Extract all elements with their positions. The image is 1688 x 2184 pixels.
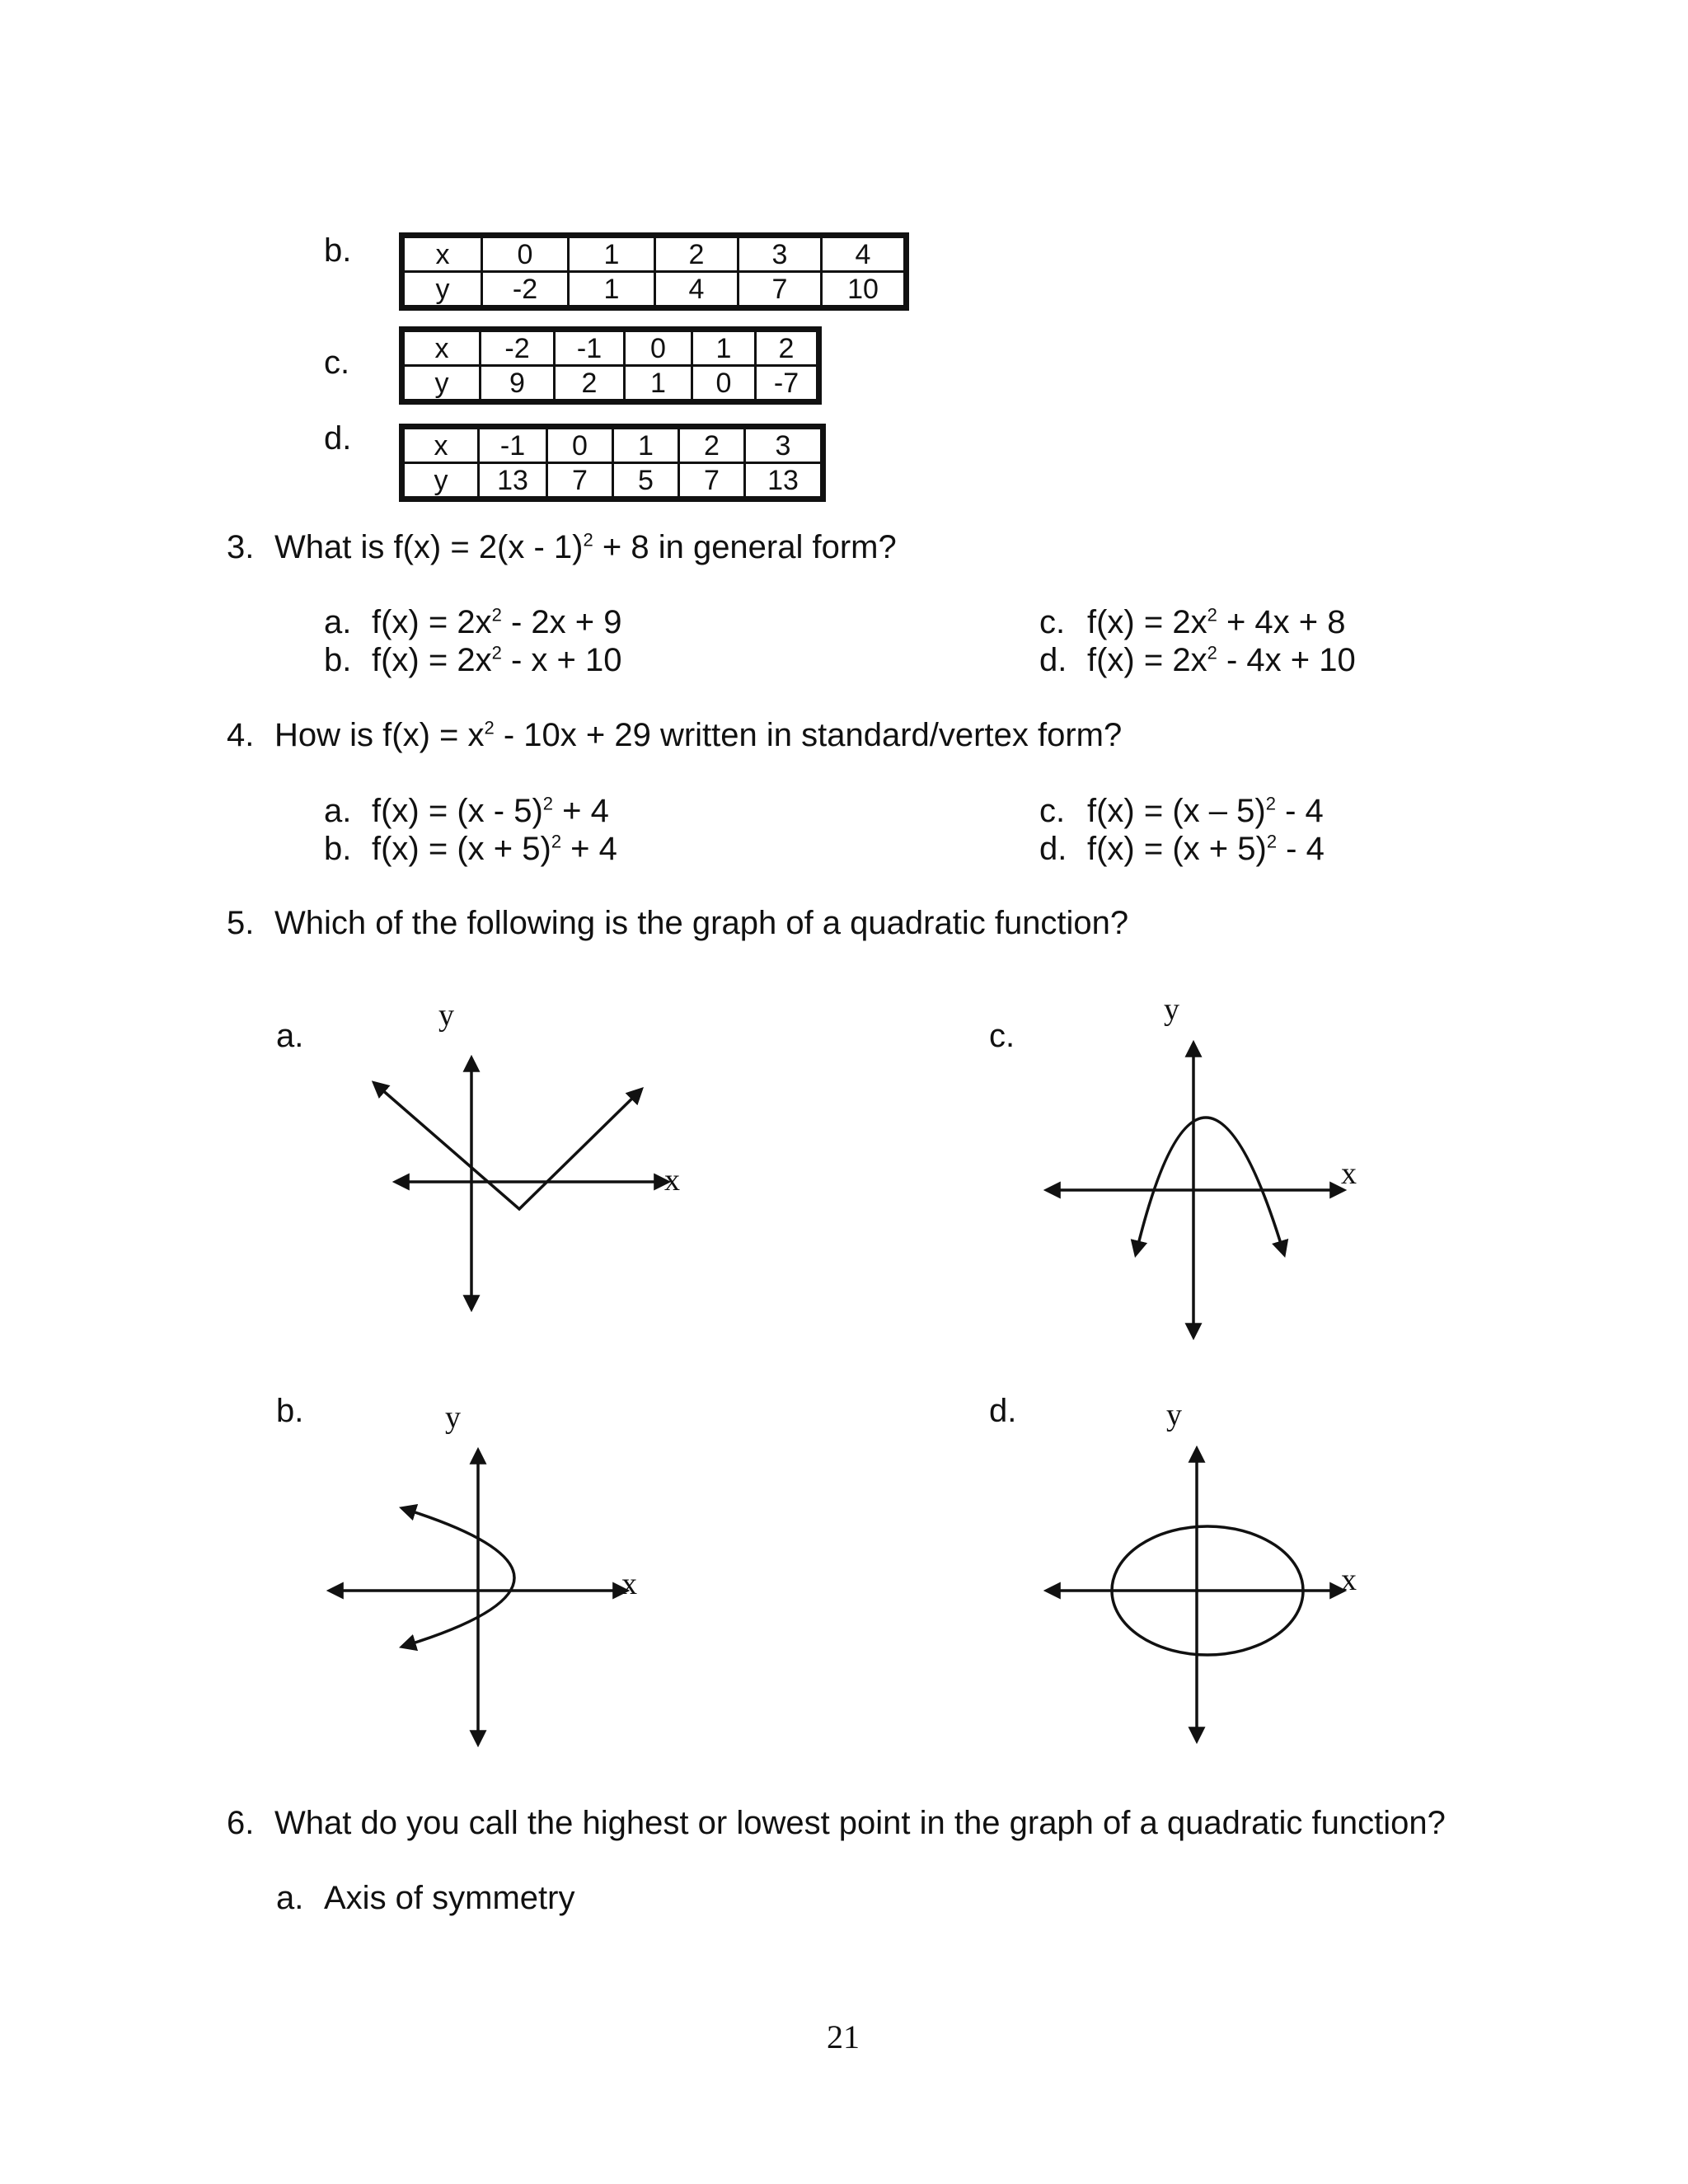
option-text: f(x) = 2x [372,642,492,678]
graph-label-b: b. [276,1393,304,1429]
option-letter: a. [324,793,352,829]
option-text: f(x) = 2x [1087,642,1207,678]
parabola-curve [402,1508,514,1647]
table-cell: 4 [822,237,905,272]
table-option-label-b: b. [324,232,352,269]
axis-label-x: x [1341,1156,1357,1191]
table-cell: 2 [679,429,745,463]
table-cell: 7 [738,272,822,307]
table-cell: 1 [625,366,692,401]
question-number: 4. [227,717,255,753]
question-4 [227,717,1122,754]
table-cell: 9 [481,366,555,401]
option-text: Axis of symmetry [324,1880,575,1916]
table-cell: -2 [481,331,555,366]
table-cell: 13 [745,463,822,498]
table-cell: y [404,366,481,401]
table-cell: 5 [613,463,679,498]
option-letter: b. [324,642,352,678]
q4-option-b [324,831,617,868]
option-text: - 4x + 10 [1217,642,1356,678]
xy-table-c [399,326,822,405]
table-cell: -7 [756,366,818,401]
option-letter: a. [276,1880,304,1916]
table-cell: 10 [822,272,905,307]
table-cell: 1 [613,429,679,463]
q3-option-a [324,604,621,641]
graph-c-quadratic-parabola [1039,1038,1368,1343]
question-6 [227,1805,1446,1842]
axis-label-x: x [664,1163,680,1197]
table-cell: 0 [547,429,613,463]
graph-label-a: a. [276,1018,304,1054]
table-cell: -1 [479,429,547,463]
graph-label-d: d. [989,1393,1017,1429]
table-cell: 1 [569,237,655,272]
table-row-x [404,429,822,463]
table-cell: 3 [745,429,822,463]
option-text: f(x) = (x - 5) [372,793,543,829]
table-cell: 1 [569,272,655,307]
table-row-x [404,237,905,272]
table-cell: 2 [655,237,738,272]
page-number: 21 [827,2018,860,2055]
exponent: 2 [484,717,495,738]
exponent: 2 [491,604,502,626]
table-cell: 0 [692,366,756,401]
table-cell: x [404,237,482,272]
option-text: f(x) = (x + 5) [372,831,551,867]
option-text: - 4 [1277,831,1325,867]
axis-label-y: y [438,998,454,1033]
question-stem-part: - 10x + 29 written in standard/vertex form? [494,717,1123,753]
table-cell: 7 [679,463,745,498]
option-text: f(x) = (x + 5) [1087,831,1267,867]
option-text: + 4 [561,831,617,867]
option-text: - 4 [1275,793,1324,829]
option-letter: b. [324,831,352,867]
exponent: 2 [542,793,554,814]
graph-label-c: c. [989,1018,1015,1054]
question-stem-part: What is f(x) = 2(x - 1) [274,529,584,565]
question-stem-part: How is f(x) = x [274,717,485,753]
table-cell: -2 [482,272,569,307]
exponent: 2 [491,642,502,663]
q3-option-d [1039,642,1356,679]
table-cell: y [404,463,479,498]
question-number: 5. [227,905,255,941]
axis-label-y: y [1164,992,1179,1027]
option-letter: d. [1039,642,1067,678]
table-cell: 7 [547,463,613,498]
table-row-y [404,366,818,401]
exponent: 2 [1266,831,1278,852]
q4-option-a [324,793,609,830]
table-row-x [404,331,818,366]
table-cell: 0 [625,331,692,366]
table-cell: x [404,429,479,463]
option-text: f(x) = 2x [372,604,492,640]
option-text: - x + 10 [501,642,622,678]
table-row-y [404,272,905,307]
option-text: f(x) = (x – 5) [1087,793,1266,829]
q4-option-c [1039,793,1324,830]
table-cell: 1 [692,331,756,366]
option-text: + 4 [553,793,609,829]
axis-label-y: y [445,1400,461,1435]
table-cell: 0 [482,237,569,272]
graph-b-sideways-parabola [321,1442,643,1755]
option-letter: a. [324,604,352,640]
exponent: 2 [1207,642,1217,663]
table-cell: y [404,272,482,307]
table-row-y [404,463,822,498]
exponent: 2 [583,529,593,551]
exponent: 2 [1265,793,1276,814]
option-text: - 2x + 9 [501,604,622,640]
question-number: 3. [227,529,255,565]
table-cell: 13 [479,463,547,498]
q4-option-d [1039,831,1325,868]
axis-label-x: x [621,1567,637,1601]
table-cell: 2 [756,331,818,366]
xy-table-b [399,232,909,311]
xy-table-d [399,424,826,502]
question-5 [227,905,1128,942]
table-cell: 3 [738,237,822,272]
v-curve [374,1083,641,1209]
question-stem: What do you call the highest or lowest point in the graph of a quadratic function? [274,1805,1446,1841]
question-stem: Which of the following is the graph of a quadratic function? [274,905,1129,941]
axis-label-y: y [1166,1398,1182,1432]
table-option-label-d: d. [324,420,352,457]
table-cell: 4 [655,272,738,307]
option-letter: c. [1039,604,1066,640]
question-number: 6. [227,1805,255,1841]
table-cell: 2 [555,366,625,401]
table-cell: -1 [555,331,625,366]
table-option-label-c: c. [324,344,350,381]
parabola-curve [1136,1118,1284,1254]
exponent: 2 [1207,604,1217,626]
table-cell: x [404,331,481,366]
q6-option-a [276,1880,574,1917]
q3-option-b [324,642,621,679]
option-letter: c. [1039,793,1066,829]
option-letter: d. [1039,831,1067,867]
question-3 [227,529,897,566]
option-text: + 4x + 8 [1217,604,1346,640]
option-text: f(x) = 2x [1087,604,1207,640]
q3-option-c [1039,604,1346,641]
exponent: 2 [551,831,562,852]
question-stem-part: + 8 in general form? [593,529,897,565]
graph-d-ellipse [1039,1442,1368,1751]
graph-a-absolute-value [363,1047,692,1319]
axis-label-x: x [1341,1563,1357,1597]
